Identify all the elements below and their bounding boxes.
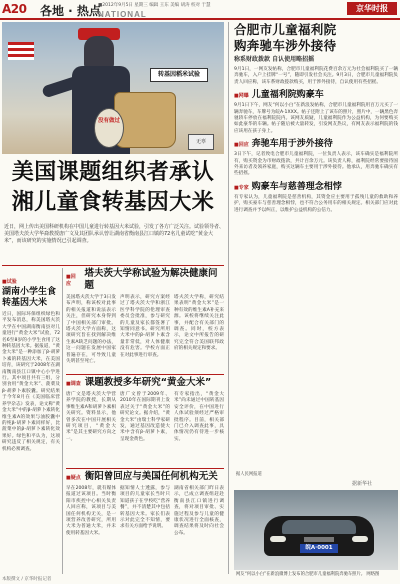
right-section-1 xyxy=(234,90,398,135)
section-en: NATIONAL xyxy=(98,10,147,19)
divider xyxy=(66,468,224,469)
story-tag: ■调查 xyxy=(66,380,81,387)
right-column-story xyxy=(234,22,398,214)
story-column: 唐广文曾于2009年、2010年在国际期刊上发表过关于“黄金大米”的研究论文。据介绍，“黄金大米”由瑞士科学家研发，通过基因改造使大米中含有β-胡萝卜素，呈现金黄色。 xyxy=(120,392,170,442)
rice-bag-graphic xyxy=(114,92,176,148)
car-windshield xyxy=(282,520,356,534)
lead-paragraph: 近日，网上传出美国科研机构在中国儿童进行转基因大米试验，引发了各方广泛关注。试验领导者、美国塔夫茨大学华裔教授唐广文及其团队承认曾让湖南省衡南县江口镇的72名儿童试吃“黄金大米”，而该研究的实施情况已引起调查。 xyxy=(4,224,225,244)
license-plate: 皖A·0001 xyxy=(300,544,338,553)
speech-bubble-2: 无辜 xyxy=(188,134,214,150)
story-column: 湖南省相关部门昨日表示，已成立调查组赶赴衡南县江口镇进行调查，将对项目审批、实施过程及参与儿童的健康状况进行全面核查，调查结果将及时向社会公布。 xyxy=(174,486,224,536)
edition-line: ■2012年9月5日 星期三 编辑 王东 美编 胡涛 校对 于慧 xyxy=(98,3,211,8)
section-name: 各地 · 热点 xyxy=(40,4,101,18)
section-body: 9月1日下午，网友“何以小白”在新浪发帖称，合肥市儿童福利院用百万元买了一辆奔驰车，车牌号为皖A·1XXX。帖子还附上了该车的照片，照片中，一辆黑色奔驰轿车停放在福利院院内。该网友质疑，儿童福利院作为公益机构，为何要购买如此豪华的车辆。帖子随后被大量转发，引发网友热议，有网友表示福利院的钱应该用在孩子身上。 xyxy=(234,103,398,134)
story-tag: ■回应 xyxy=(66,274,76,287)
right-section-3 xyxy=(234,182,398,214)
story-column: 塔夫茨大学称，研究结果表明“黄金大米”是一种有效的维生素A补充来源。该校将继续关注此事，并配合有关部门的调查。同时，校方表示，论文中所报告的研究完全符合美国联邦政府的相关规定和要求。 xyxy=(174,295,224,352)
source-note: 据人民网报道 xyxy=(236,472,262,477)
story-column: 据知情人士透露，参与项目的儿童家长当时只知道孩子在学校吃“营养餐”，并不清楚其中包括转基因大米。家长们表示对此完全不知情，要求有关方面给予说明。 xyxy=(120,486,170,530)
story-column: 声明表示，研究方案经过了塔夫茨大学和浙江医学科学院的伦理审查委员会批准，参与研究的儿童及家长都签署了知情同意书。研究所用大米中的β-胡萝卜素含量非常低，对人体健康没有危害。学校方面正在对此事进行审查。 xyxy=(120,295,170,358)
column-divider xyxy=(228,22,229,574)
right-headline-line-2: 购奔驰车涉外接待 xyxy=(234,38,337,53)
masthead xyxy=(0,0,400,20)
story-tufts xyxy=(66,268,224,365)
story-column: 美国塔夫茨大学于3日发布声明，称该校对此事的相关报道和说法表示关注，但研究本身得到了中国相关部门审批。塔夫茨大学方面称，这项研究旨在找到解决维生素A缺乏问题的办法，这一问题在发展中国家普遍存在，可导致儿童失明甚至死亡。 xyxy=(66,295,116,365)
story-title: 衡阳曾回应与美国任何机构无关 xyxy=(84,471,218,482)
story-title: 课题教授多年研究“黄金大米” xyxy=(84,377,212,388)
car-headlight xyxy=(352,536,368,542)
page-code: A20 xyxy=(2,2,27,16)
section-tag: ■回应 xyxy=(234,142,249,149)
figure-head xyxy=(84,36,114,70)
story-headline: 湖南小学生食转基因大米 xyxy=(2,287,57,308)
right-section-2 xyxy=(234,139,398,178)
section-tag: ■网曝 xyxy=(234,93,249,100)
divider xyxy=(2,265,224,266)
story-tag: ■疑点 xyxy=(66,474,81,481)
section-title: 奔驰车用于涉外接待 xyxy=(251,139,333,150)
cartoon-illustration xyxy=(2,22,224,154)
right-subheadline: 称系财政拨款 自认使用略招摇 xyxy=(234,56,315,63)
section-tag: ■专家 xyxy=(234,184,249,191)
left-column-story xyxy=(2,268,60,453)
car-photo-caption: 网友“何以小白”在新浪微博上发布的合肥市儿童福利院奔驰车照片。 网络图 xyxy=(236,572,380,577)
car-grille xyxy=(304,537,334,542)
section-body: 3日下午，记者致电合肥市儿童福利院，一位负责人表示，该车确实是福利院所有，购买资金为市财政拨款，共计百余万元。该负责人称，福利院经常要接待国外来访者及领养家庭，购买这辆车主要用于涉外接待。他承认，用奔驰车确实有些招摇。 xyxy=(234,152,398,177)
divider xyxy=(66,374,224,375)
section-title: 儿童福利院购豪车 xyxy=(251,90,324,101)
story-column: 早在2008年，就有媒体报道过该项目。当时衡阳市疾控中心相关负责人回应称，该项目与美国任何机构无关，是一项营养改善研究，所用大米为普通大米，并未使用转基因大米。 xyxy=(66,486,116,536)
footer-editor: 本版撰文 / 京华时报记者 xyxy=(2,577,52,582)
story-title: 塔夫茨大学称试验为解决健康问题 xyxy=(84,268,218,291)
byline: 据新华社 xyxy=(352,481,373,487)
paper-logo: 京华时报 xyxy=(347,2,397,15)
car-photo xyxy=(234,490,398,570)
cartoon-sign: 转基因稻米试验 xyxy=(150,68,208,82)
main-headline-line-1: 美国课题组织者承认 xyxy=(11,160,215,185)
flag-graphic xyxy=(8,42,34,60)
speech-bubble: 没有做过 xyxy=(94,108,124,148)
story-column: 唐广文是塔夫茨大学营养学院的教授，长期从事维生素A和胡萝卜素相关研究。资料显示，他曾多次在中国开展相关研究项目，“黄金大米”是其主要研究方向之一。 xyxy=(66,392,116,442)
right-lead: 9月1日，一网友发帖称，合肥市儿童福利院花费百余万元为社会福利院买了一辆奔驰车，入户上挂牌“一号”，随即引发社会关注。9月3日，合肥市儿童福利院负责人回应称，该车系财政拨款购买，用于涉外接待，自认使用有些招摇。 xyxy=(234,67,398,85)
main-headline xyxy=(2,158,224,222)
story-body: 近日，国际环保组织绿色和平发布消息，称美国塔夫茨大学在中国湖南衡南县对儿童进行“黄金大米”试验，72名6至8岁的小学生食用了这种转基因大米。据报道，“黄金大米”是一种添加了β-胡萝卜素的转基因大米，在美国培育，该研究于2008年在湖南衡南县江口镇中心小学进行。其中项目共有三组，分别食用“黄金大米”、菠菜及β-胡萝卜素胶囊。研究结果于今年8月在《美国临床营养学杂志》发表，论文称“黄金大米”中的β-胡萝卜素转化维生素A的效果与油胶囊中的纯β-胡萝卜素同样好，比菠菜中的β-胡萝卜素转化效果好。绿色和平认为，这项研究违反了相关规定，有关机构必须调查。 xyxy=(2,312,60,452)
story-tag: ■试验 xyxy=(2,279,17,285)
story-tang xyxy=(66,377,224,443)
story-hengyang xyxy=(66,471,224,537)
right-headline-line-1: 合肥市儿童福利院 xyxy=(234,22,337,37)
story-column: 有专家指出，“黄金大米”尚未通过中国转基因安全评价，在中国进行人体试验须经过严格审批程序。目前，相关部门已介入调查此事，具体情况仍有待进一步核实。 xyxy=(174,392,224,442)
section-title: 购豪车与慈善理念相悖 xyxy=(251,181,342,192)
column-divider xyxy=(62,268,63,574)
main-headline-line-2: 湘儿童食转基因大米 xyxy=(11,190,215,215)
car-headlight xyxy=(270,536,286,542)
section-body: 有专家认为，儿童福利院是慈善机构，其资金应主要用于孤残儿童的救助和养护，购买豪车与慈善理念相悖，也不符合公务用车的相关规定。相关部门应对此进行调查并予以纠正，以维护公益机构的公信力。 xyxy=(234,194,398,213)
